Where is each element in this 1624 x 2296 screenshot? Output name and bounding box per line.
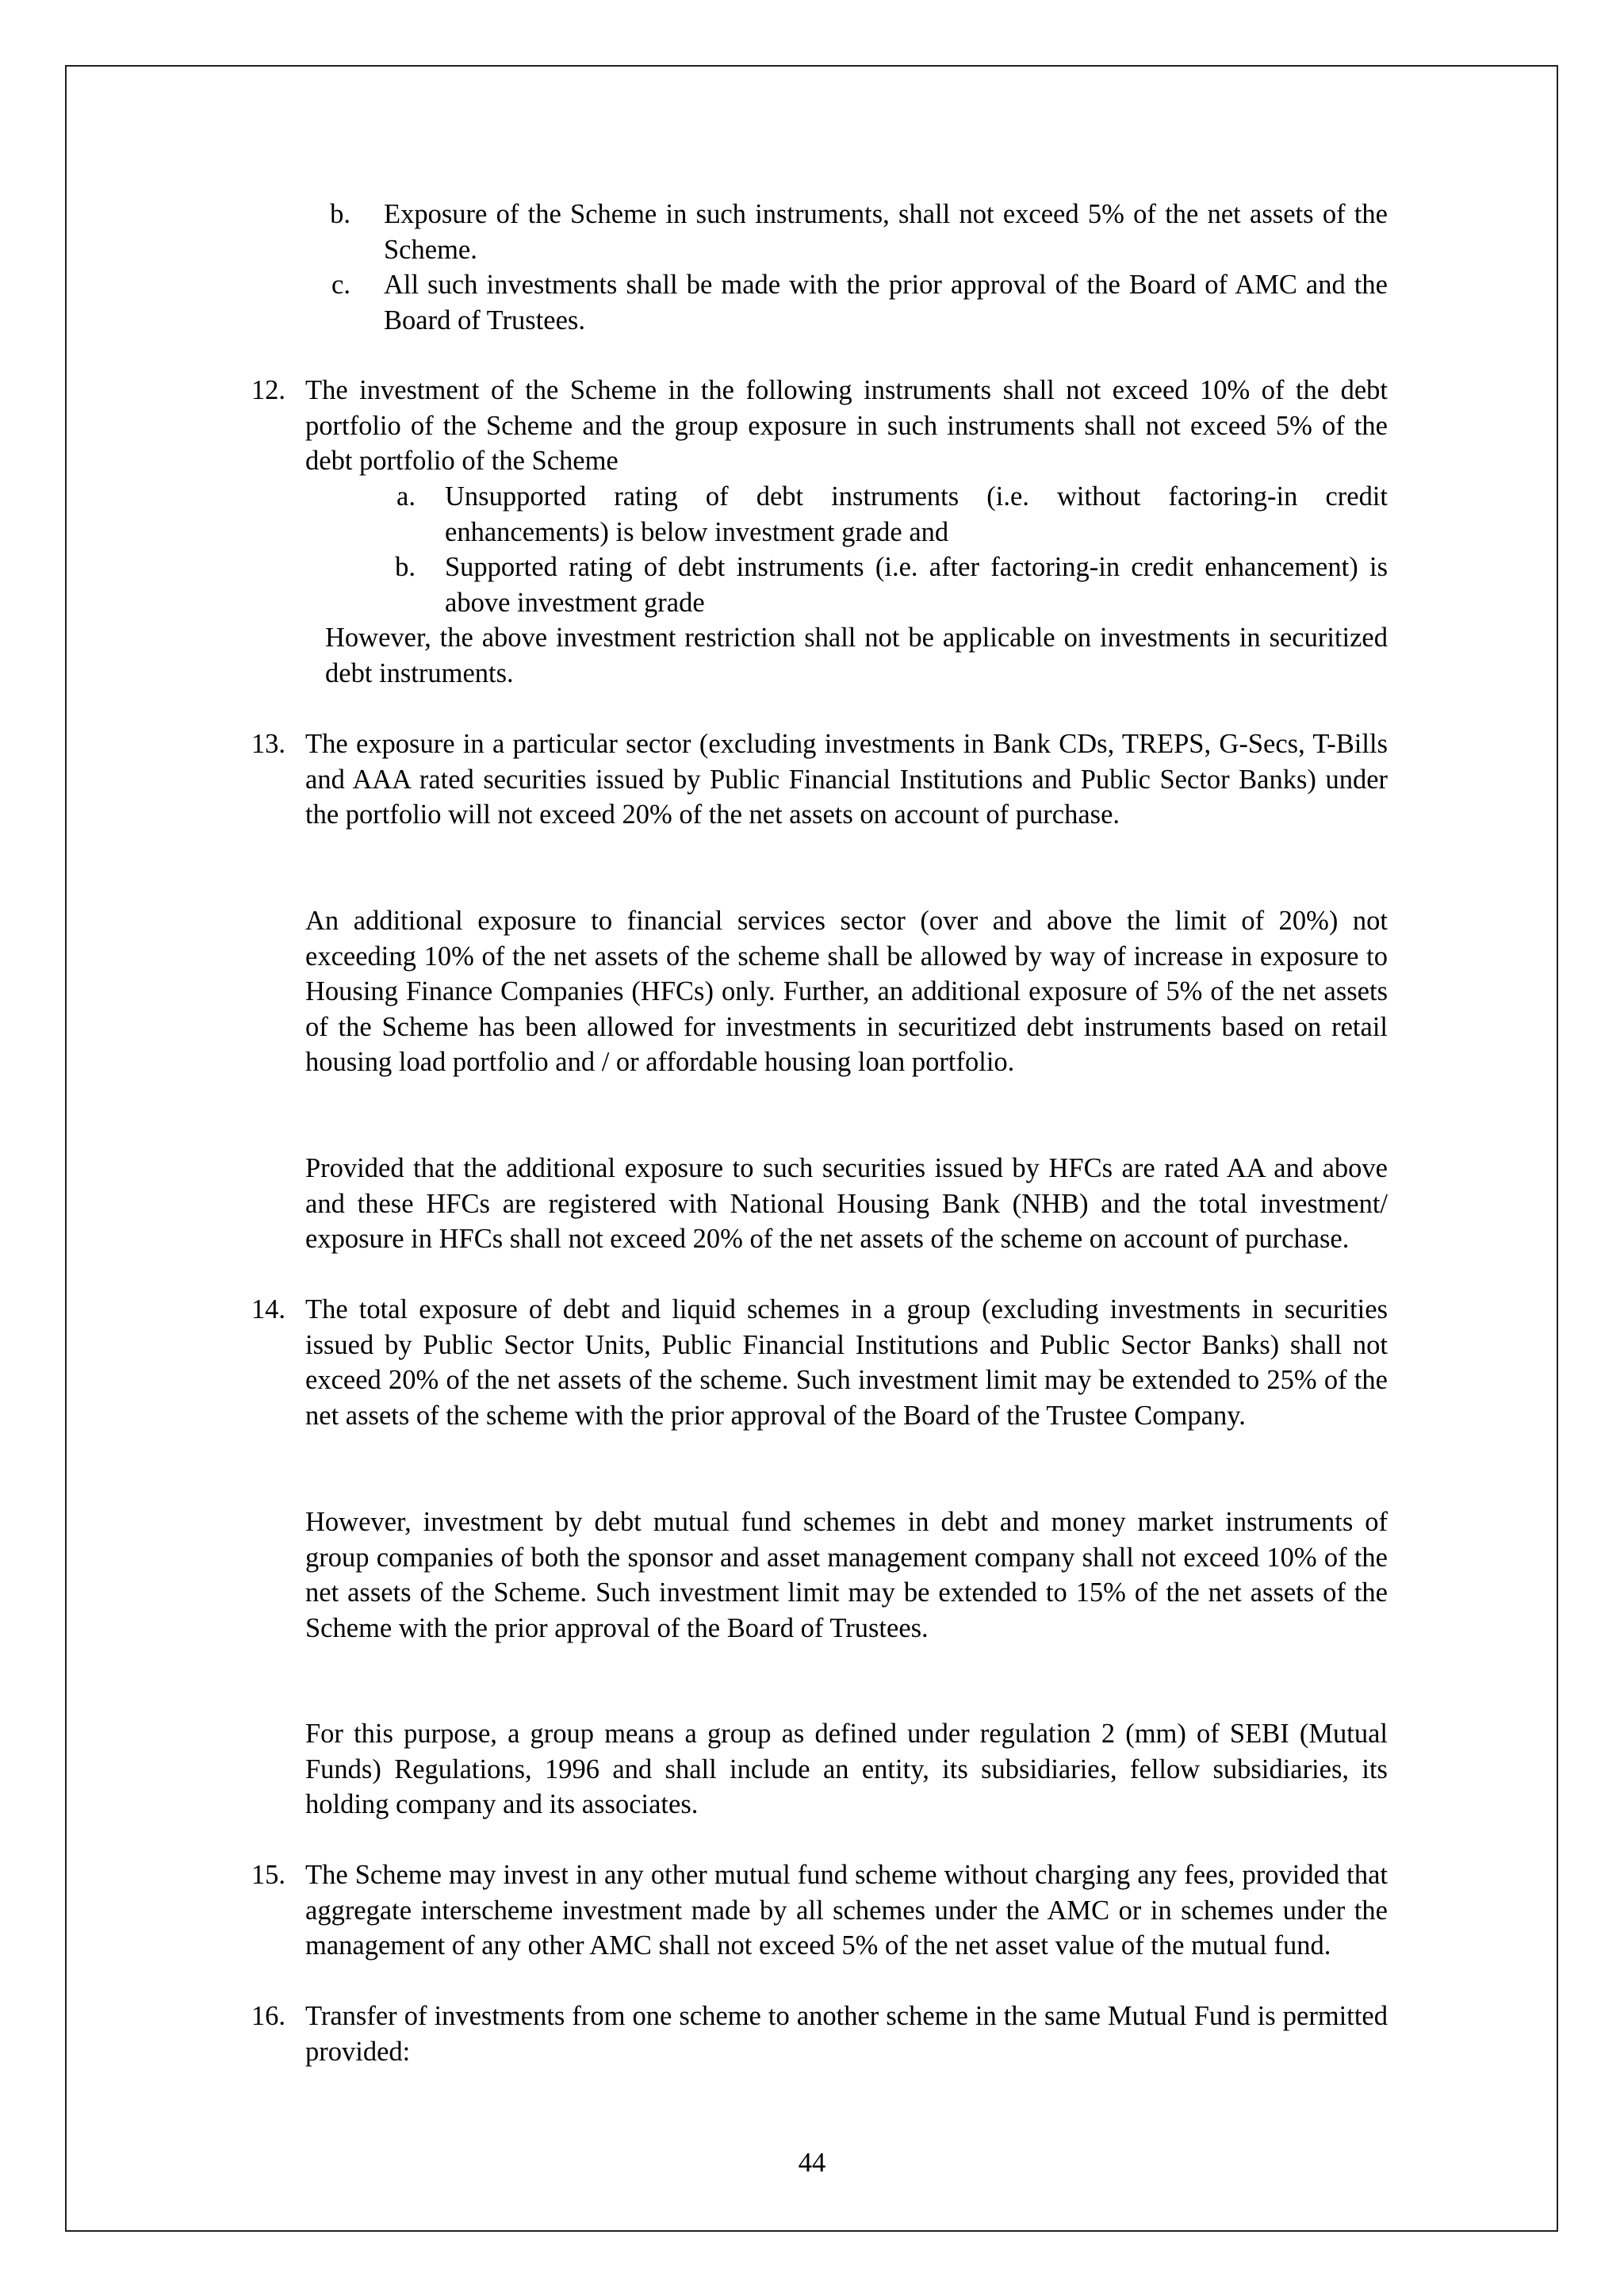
- list-item-text: Unsupported rating of debt instruments (i.e. without factoring-in credit enhancements) is below investment grade and: [445, 481, 1388, 547]
- paragraph: Provided that the additional exposure to such securities issued by HFCs are rated AA and above and these HFCs are registered with National Housing Bank (NHB) and the total investment/ exposure in HFCs shall not exceed 20% of the net assets of the scheme on account of purchase.: [305, 1153, 1388, 1254]
- list-marker: c.: [331, 270, 350, 300]
- page-number: 44: [798, 2148, 826, 2178]
- list-item-text: All such investments shall be made with the prior approval of the Board of AMC and the Board of Trustees.: [384, 270, 1388, 335]
- paragraph: For this purpose, a group means a group as defined under regulation 2 (mm) of SEBI (Mutual Funds) Regulations, 1996 and shall include an entity, its subsidiaries, fellow subsidiaries, its holding company and its associates.: [305, 1719, 1388, 1819]
- list-item-text: The total exposure of debt and liquid schemes in a group (excluding investments in securities issued by Public Sector Units, Public Financial Institutions and Public Sector Banks) shall not exceed 20% of the net assets of the scheme. Such investment limit may be extended to 25% of the net assets of the scheme with the prior approval of the Board of the Trustee Company.: [305, 1294, 1388, 1431]
- list-marker: 12.: [251, 375, 285, 405]
- list-marker: a.: [396, 481, 416, 512]
- list-marker: 15.: [251, 1860, 285, 1890]
- list-marker: 14.: [251, 1294, 285, 1324]
- list-item-text: Transfer of investments from one scheme to another scheme in the same Mutual Fund is permitted provided:: [305, 2001, 1388, 2067]
- list-item-text: The investment of the Scheme in the following instruments shall not exceed 10% of the debt portfolio of the Scheme and the group exposure in such instruments shall not exceed 5% of the debt portfolio of the Scheme: [305, 375, 1388, 476]
- list-item-text: The Scheme may invest in any other mutual fund scheme without charging any fees, provided that aggregate interscheme investment made by all schemes under the AMC or in schemes under the management of any other AMC shall not exceed 5% of the net asset value of the mutual fund.: [305, 1860, 1388, 1961]
- list-item-text: Supported rating of debt instruments (i.e. after factoring-in credit enhancement) is above investment grade: [445, 552, 1388, 618]
- list-item-text: The exposure in a particular sector (excluding investments in Bank CDs, TREPS, G-Secs, T-Bills and AAA rated securities issued by Public Financial Institutions and Public Sector Banks) under the portfolio will not exceed 20% of the net assets on account of purchase.: [305, 729, 1388, 830]
- list-marker: b.: [395, 552, 416, 582]
- list-item-text: Exposure of the Scheme in such instruments, shall not exceed 5% of the net assets of the Scheme.: [384, 199, 1388, 265]
- paragraph: However, the above investment restriction shall not be applicable on investments in securitized debt instruments.: [325, 623, 1388, 688]
- paragraph: An additional exposure to financial services sector (over and above the limit of 20%) not exceeding 10% of the net assets of the scheme shall be allowed by way of increase in exposure to Housing Finance Companies (HFCs) only. Further, an additional exposure of 5% of the net assets of the Scheme has been allowed for investments in securitized debt instruments based on retail housing load portfolio and / or affordable housing loan portfolio.: [305, 906, 1388, 1077]
- list-marker: 16.: [251, 2001, 285, 2031]
- list-marker: b.: [330, 199, 350, 229]
- paragraph: However, investment by debt mutual fund schemes in debt and money market instruments of group companies of both the sponsor and asset management company shall not exceed 10% of the net assets of the Scheme. Such investment limit may be extended to 15% of the net assets of the Scheme with the prior approval of the Board of Trustees.: [305, 1507, 1388, 1643]
- list-marker: 13.: [251, 729, 285, 759]
